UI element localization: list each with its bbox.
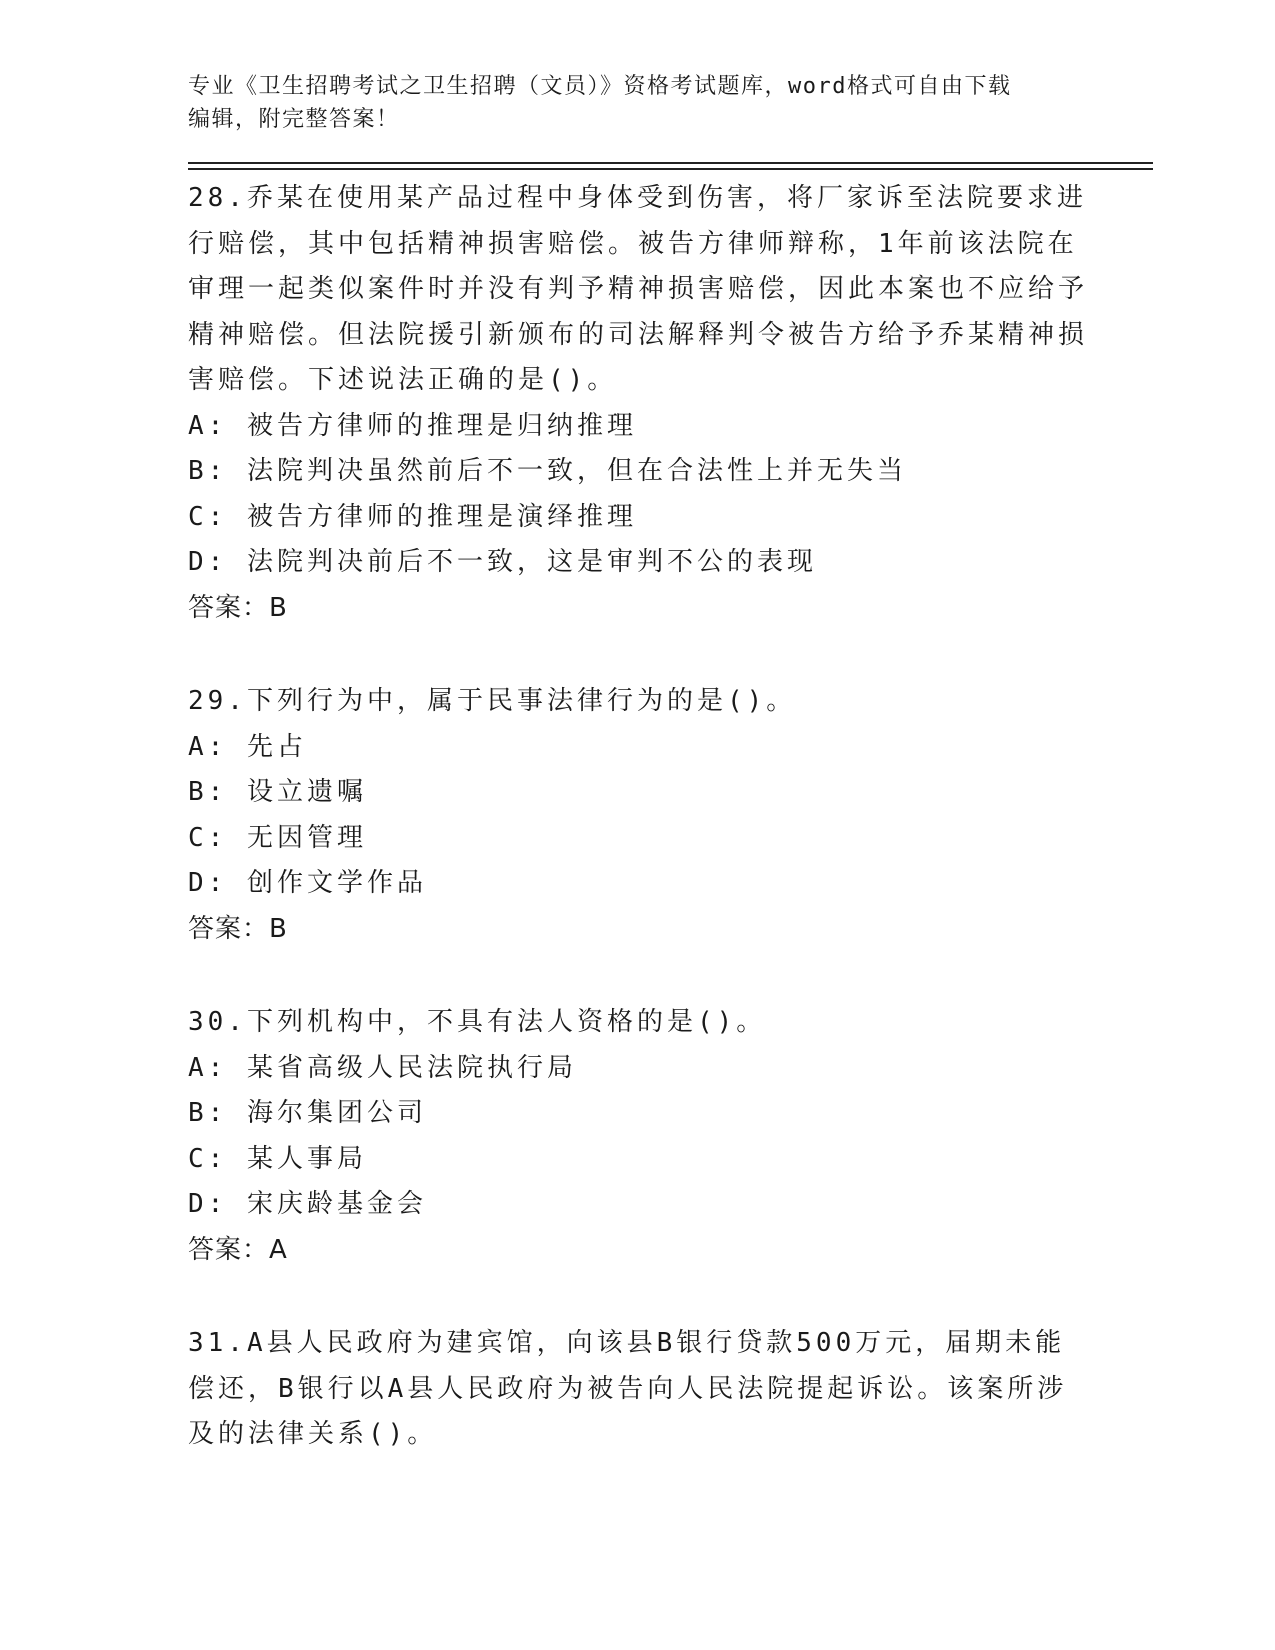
question-spacer [188, 631, 1153, 679]
option-c: C: 某人事局 [188, 1143, 367, 1174]
option-d: D: 创作文学作品 [188, 868, 427, 898]
option-c: C: 被告方律师的推理是演绎推理 [188, 501, 637, 532]
question-28 [188, 176, 1153, 631]
option-d: D: 法院判决前后不一致，这是审判不公的表现 [188, 547, 817, 577]
header-line-2: 编辑，附完整答案！ [188, 107, 400, 132]
document-header [188, 70, 1068, 136]
divider-line-bottom [188, 168, 1153, 170]
answer: 答案：A [188, 1234, 288, 1265]
divider-line-top [188, 162, 1153, 164]
question-stem: 30.下列机构中，不具有法人资格的是()。 [188, 1007, 767, 1037]
document-page [188, 70, 1153, 1458]
question-29 [188, 679, 1153, 952]
option-a: A: 被告方律师的推理是归纳推理 [188, 410, 637, 441]
option-d: D: 宋庆龄基金会 [188, 1189, 427, 1219]
question-stem: 31.A县人民政府为建宾馆，向该县B银行贷款500万元，届期未能偿还，B银行以A县人民政府为被告向人民法院提起诉讼。该案所涉及的法律关系()。 [188, 1328, 1068, 1449]
option-c: C: 无因管理 [188, 822, 367, 853]
question-stem: 28.乔某在使用某产品过程中身体受到伤害，将厂家诉至法院要求进行赔偿，其中包括精神损害赔偿。被告方律师辩称，1年前该法院在审理一起类似案件时并没有判予精神损害赔偿，因此本案也不应给予精神赔偿。但法院援引新颁布的司法解释判令被告方给予乔某精神损害赔偿。下述说法正确的是()。 [188, 183, 1089, 395]
question-30 [188, 1000, 1153, 1273]
answer: 答案：B [188, 592, 288, 623]
question-31 [188, 1321, 1153, 1458]
option-a: A: 某省高级人民法院执行局 [188, 1052, 577, 1083]
option-b: B: 法院判决虽然前后不一致，但在合法性上并无失当 [188, 456, 907, 486]
answer: 答案：B [188, 913, 288, 944]
option-b: B: 海尔集团公司 [188, 1098, 427, 1128]
question-spacer [188, 952, 1153, 1000]
question-stem: 29.下列行为中，属于民事法律行为的是()。 [188, 686, 797, 716]
header-line-1: 专业《卫生招聘考试之卫生招聘（文员）》资格考试题库，word格式可自由下载 [188, 74, 1012, 99]
option-b: B: 设立遗嘱 [188, 777, 367, 807]
option-a: A: 先占 [188, 731, 307, 762]
question-spacer [188, 1273, 1153, 1321]
header-divider [188, 162, 1153, 170]
